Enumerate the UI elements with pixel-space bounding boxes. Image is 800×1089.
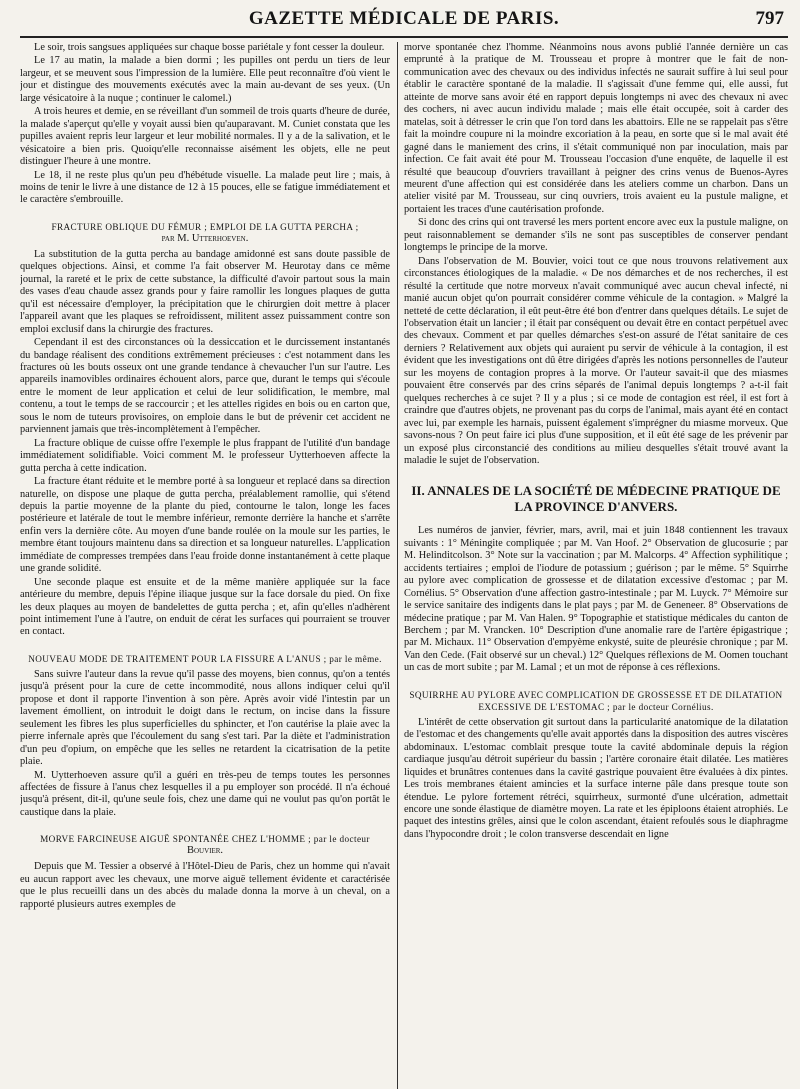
paragraph: Le 17 au matin, la malade a bien dormi ; les pupilles ont perdu un tiers de leur largeur, et se meuvent sous l'impression de la lumière. Elle peut reconnaître d'où vient le jour et distingue des mouvements exécutés avec la main au-devant de ses yeux. (Un large vésicatoire à la nuque ; continuer le calomel.) [20,55,390,104]
left-column [20,42,390,1089]
paragraph: M. Uytterhoeven assure qu'il a guéri en très-peu de temps toutes les personnes affectées de fissure à l'anus chez lesquelles il a pu employer son procédé. Il n'a échoué jusqu'à présent, dit-il, qu'une seule fois, chez une dame qui ne voulut pas qu'on portât le caustique dans la plaie. [20,769,390,818]
header-rule [20,36,788,38]
paragraph: Depuis que M. Tessier a observé à l'Hôtel-Dieu de Paris, chez un homme qui n'avait eu aucun rapport avec les chevaux, une morve aiguë tellement évidente et caractérisée que le plus recueilli dans un des abcès du malade donna la morve à un cheval, on a rapporté plusieurs autres exemples de [20,861,390,910]
section-heading [404,689,788,713]
paragraph: morve spontanée chez l'homme. Néanmoins nous avons publié l'année dernière un cas emprunté à la pratique de M. Trousseau et propre à montrer que le fait de non-communication avec des chevaux ou des individus infectés ne saurait suffire à lui seul pour établir le caractère spontané de la maladie. Il s'agissait d'une femme qui, elle aussi, fut atteinte de morve sans avoir été en rapport depuis longtemps ni avec des chevaux ni avec des cochers, ni avec aucun individu malade ; mais elle était occupée, soit à carder des matelas, soit à détresser le crin que l'on tord dans les abattoirs. Elle ne se rappelait pas s'être fait la moindre coupure ni la moindre excoriation à la peau, en sorte que si le mal avait été gagné dans le maniement des crins, il s'était communiqué non par inoculation, mais par infection. Ce fait avait été pour M. Trousseau l'occasion d'une enquête, de laquelle il est résulté que beaucoup d'ouvriers travaillant à peigner des crins venus de Buenos-Ayres meurent d'une affection qui est considérée dans les ateliers comme un charbon. Dans un atelier visité par M. Trousseau, sur cinq ouvriers, trois avaient eu la pustule maligne, et portaient les traces d'une cautérisation profonde. [404,42,788,215]
paragraph: A trois heures et demie, en se réveillant d'un sommeil de trois quarts d'heure de durée, la malade s'aperçut qu'elle y voyait aussi bien qu'auparavant. M. Cuniet constata que les pupilles avaient repris leur largeur et leur mobilité normales. Il y a de la salivation, et le vésicatoire a bien pris. Quoiqu'elle reconnaisse aisément les objets, elle ne peut distinguer l'heure à une montre. [20,106,390,168]
section-heading [20,653,390,665]
column-divider [397,42,398,1089]
journal-title: GAZETTE MÉDICALE DE PARIS. [248,8,560,29]
section-title: MORVE FARCINEUSE AIGUË SPONTANÉE CHEZ L'HOMME ; par le docteur [40,834,370,845]
right-column [404,42,788,1089]
page-number: 797 [755,8,784,29]
paragraph: Le 18, il ne reste plus qu'un peu d'hébétude visuelle. La malade peut lire ; mais, à moins de tenir le livre à une distance de 12 à 15 pouces, elle se fatigue immédiatement et le caractère s'embrouille. [20,169,390,206]
section-title: FRACTURE OBLIQUE DU FÉMUR ; EMPLOI DE LA GUTTA PERCHA ; [51,221,359,232]
paragraph: La fracture étant réduite et le membre porté à sa longueur et replacé dans sa direction naturelle, on dispose une plaque de gutta percha, préalablement ramollie, qui s'étend depuis la partie moyenne de la plante du pied, contourne le talon, longe les faces postérieure et latérale de tout le membre inférieur, remonte derrière la hanche et s'arrête enfin vers la dernière côte. Au moyen d'une bande roulée on la moule sur les parties, le membre étant toujours maintenu dans sa direction et sa longueur naturelles. L'application immédiate de compresses trempées dans l'eau froide donne instantanément à cette plaque une grande solidité. [20,476,390,575]
section-title: SQUIRRHE AU PYLORE AVEC COMPLICATION DE GROSSESSE ET DE DILATATION [409,689,783,700]
paragraph: Si donc des crins qui ont traversé les mers portent encore avec eux la pustule maligne, on peut raisonnablement se demander s'ils ne sont pas susceptibles de conserver pendant longtemps le principe de la morve. [404,217,788,254]
section-title: NOUVEAU MODE DE TRAITEMENT POUR LA FISSURE A L'ANUS ; par le même. [28,653,382,664]
paragraph: Le soir, trois sangsues appliquées sur chaque bosse pariétale y font cesser la douleur. [34,42,385,53]
paragraph: Cependant il est des circonstances où la dessiccation et le durcissement instantanés du bandage réalisent des conditions extrêmement précieuses : c'est notamment dans les fractures où les bouts osseux ont une grande tendance à chevaucher l'un sur l'autre. Les appareils inamovibles ordinaires échouent alors, parce que, durant le temps qui s'écoule entre le moment de leur application et celui de leur solidification, le membre, mal contenu, a tout le temps de se raccourcir ; et les attelles rigides en bois ou en carton que, sous le nom de tuteurs provisoires, on emploie dans le but de prévenir cet accident ne parviennent jamais que très-incomplètement à l'empêcher. [20,337,390,436]
paragraph: L'intérêt de cette observation git surtout dans la particularité anatomique de la dilatation de l'estomac et des changements qu'elle avait apportés dans la disposition des autres viscères abdominaux. L'estomac comblait presque toute la cavité abdominale depuis la région cardiaque jusqu'au détroit supérieur du bassin ; l'artère coronaire était dilatée. Les matières liquides et brunâtres contenues dans la cavité gastrique pouvaient être évaluées à dix pintes. Les trois membranes étaient amincies et la surface interne pâle dans presque toute son étendue. Le pylore fortement rétréci, squirrheux, surmonté d'une ulcération, admettait encore une sonde élastique de diamètre moyen. La rate et les épiploons étaient atrophiés. Le paquet des intestins grêles, ainsi que le colon ascendant, étaient refoulés sous le diaphragme dans l'hypocondre droit ; le colon transverse descendait en ligne [404,716,788,840]
section-heading [20,221,390,245]
page-header [20,0,788,34]
section-title-annales: II. ANNALES DE LA SOCIÉTÉ DE MÉDECINE PRATIQUE DE LA PROVINCE D'ANVERS. [411,483,781,515]
section-heading [20,833,390,857]
section-title-line2: EXCESSIVE DE L'ESTOMAC ; par le docteur Cornélius. [478,701,714,712]
paragraph: Sans suivre l'auteur dans la revue qu'il passe des moyens, bien connus, qu'on a tentés jusqu'à présent pour la cure de cette incommodité, nous allons indiquer celui qu'il propose et dont il rapporte l'invention à son père. Après avoir vidé l'intestin par un lavement émollient, on introduit le doigt dans le rectum, on incise dans la fissure seulement les fibres les plus superficielles du sphincter, et l'on cautérise la plaie avec la pierre infernale après que l'écoulement du sang s'est tari. Par la diète et l'administration d'un peu d'opium, on empêche que les selles ne retardent la cicatrisation de la petite plaie. [20,668,390,768]
paragraph: La substitution de la gutta percha au bandage amidonné est sans doute passible de quelques objections. Ainsi, et comme l'a fait observer M. Heurotay dans ce même journal, la rareté et le prix de cette substance, la difficulté d'avoir partout sous la main des vases d'eau chaude assez grands pour y faire ramollir les longues plaques de gutta qu'il est nécessaire d'employer, la précipitation que le chirurgien doit mettre à placer l'appareil avant que les plaques se refroidissent, militent assez puissamment contre son emploi exclusif dans la chirurgie des fractures. [20,248,390,335]
section-author: Bouvier. [186,845,224,857]
paragraph: La fracture oblique de cuisse offre l'exemple le plus frappant de l'utilité d'un bandage immédiatement solidifiable. Voici comment M. le professeur Uytterhoeven affecte la gutta percha à cette indication. [20,437,390,474]
paragraph: Une seconde plaque est ensuite et de la même manière appliquée sur la face antérieure du membre, depuis l'épine iliaque jusque sur la face dorsale du pied. On fixe les deux plaques au moyen de bandelettes de gutta percha ; et, afin qu'elles n'adhèrent point intimement l'une à l'autre, on enduit de cérat les surfaces qui pourraient se trouver en contact. [20,576,390,638]
article-columns [20,42,788,1089]
section-author: par M. Utterhoeven. [161,232,249,244]
paragraph: Dans l'observation de M. Bouvier, voici tout ce que nous trouvons relativement aux circonstances étiologiques de la maladie. « De nos démarches et de nos recherches, il est résulté la certitude que notre morveux n'avait communiqué avec aucun cheval infecté, ni manié aucun objet qu'on pourrait considérer comme véhicule de la contagion. » Malgré la netteté de cette déclaration, il eût peut-être été bon d'entrer dans quelques détails. Le sujet de l'observation était un lancier ; il était par conséquent ou devait être en contact perpétuel avec des chevaux. Comment et par quelles démarches s'est-on assuré de l'état sanitaire de ces derniers ? Relativement aux objets qui auraient pu servir de véhicule à la contagion, il est évident que les investigations ont dû être dirigées d'après les notions personnelles de l'auteur sur les moyens de contagion propres à la morve. Or l'auteur savait-il que des miasmes pouvaient être conservés par des crins séparés de l'animal depuis longtemps ? a-t-il fait quelques recherches à ce sujet ? Il y a plus ; si ce mode de contagion est réel, il est fort à craindre que d'autres objets, ne provenant pas du corps de l'animal, mais ayant été en contact avec lui, par exemple les harnais, puissent également s'imprégner du miasme morveux. Que savons-nous ? On peut faire ici plus d'une supposition, et il eût été sage de les prévenir par un exposé plus circonstancié des conditions au milieu desquelles s'était trouvé avant la maladie le sujet de l'observation. [404,255,788,466]
paragraph: Les numéros de janvier, février, mars, avril, mai et juin 1848 contiennent les travaux suivants : 1° Méningite compliquée ; par M. Van Hoof. 2° Observation de glucosurie ; par M. Helinditcolson. 3° Note sur la vaccination ; par M. Malcorps. 4° Affection syphilitique ; accidents tertiaires ; emploi de l'iodure de potassium ; guérison ; par le même. 5° Squirrhe au pylore avec complication de grossesse et de dilatation excessive d'estomac ; par M. Cornélius. 5° Observation d'une affection gastro-intestinale ; par M. Luyck. 7° Mémoire sur le service sanitaire des indigents dans le plat pays ; par M. de Geneneer. 8° Observations de médecine pratique ; par M. Van Halen. 9° Topographie et statistique médicales du canton de Berchem ; par M. Vrancken. 10° Description d'une anomalie rare de l'artère épigastrique ; par M. Michaux. 11° Observation d'empyème enkysté, suite de pleurésie chronique ; par M. Van den Cede. (Fait observé sur un cheval.) 12° Quelques réflexions de M. Oomen touchant un cas de mort subite ; par M. Lamal ; et un mot de réponse à ces réflexions. [404,525,788,674]
